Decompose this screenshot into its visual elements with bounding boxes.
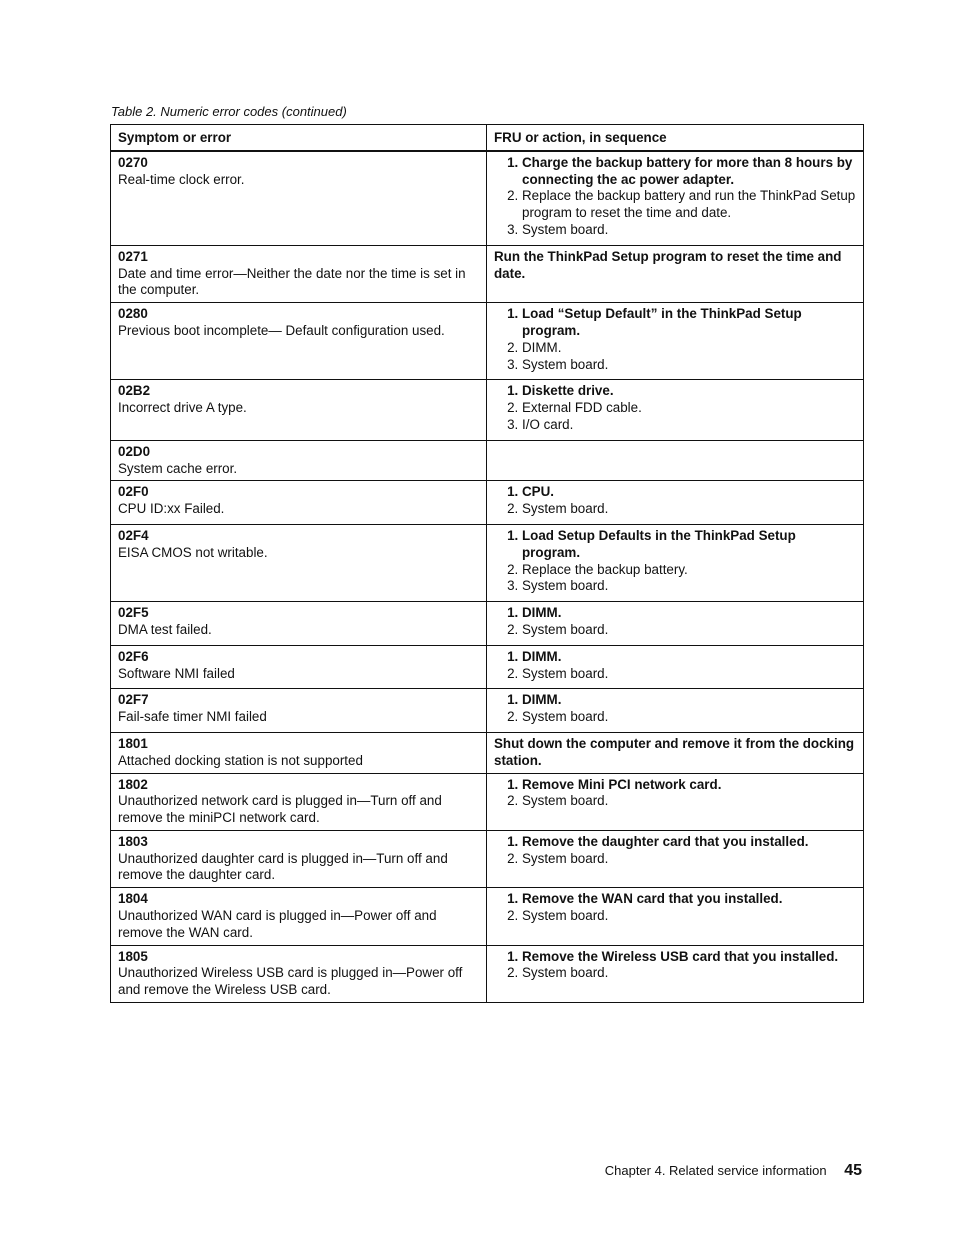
- action-step: 3. System board.: [522, 222, 856, 239]
- error-code: 1804: [118, 891, 148, 907]
- error-code: 02F5: [118, 605, 149, 621]
- action-cell: [487, 440, 864, 481]
- symptom-cell: [111, 945, 487, 1002]
- table-row: [111, 245, 864, 302]
- table-header-row: [111, 125, 864, 151]
- action-cell: [487, 830, 864, 887]
- action-steps-list: [494, 649, 856, 686]
- action-step: 2. System board.: [522, 709, 856, 726]
- action-cell: [487, 602, 864, 646]
- error-description: Real-time clock error.: [118, 171, 245, 187]
- table-row: [111, 645, 864, 689]
- table-row: [111, 830, 864, 887]
- symptom-cell: [111, 888, 487, 945]
- action-steps-list: [494, 891, 856, 928]
- action-step: 2. System board.: [522, 965, 856, 982]
- action-cell: [487, 945, 864, 1002]
- error-description: DMA test failed.: [118, 621, 212, 637]
- action-steps-list: [494, 383, 856, 436]
- action-cell: [487, 524, 864, 601]
- page-number: 45: [844, 1162, 862, 1179]
- action-cell: [487, 689, 864, 733]
- error-description: Unauthorized network card is plugged in—Turn off and remove the miniPCI network card.: [118, 793, 442, 826]
- action-text: Shut down the computer and remove it from the docking station.: [494, 735, 855, 768]
- error-description: Unauthorized Wireless USB card is plugged in—Power off and remove the Wireless USB card.: [118, 965, 463, 998]
- table-row: [111, 732, 864, 773]
- action-step: 2. External FDD cable.: [522, 400, 856, 417]
- action-cell: [487, 645, 864, 689]
- symptom-cell: [111, 602, 487, 646]
- action-cell: [487, 380, 864, 440]
- page-footer: [605, 1162, 862, 1180]
- error-code: 0280: [118, 306, 148, 322]
- action-steps-list: [494, 528, 856, 598]
- action-steps-list: [494, 834, 856, 871]
- action-steps-list: [494, 949, 856, 986]
- error-code: 1803: [118, 833, 148, 849]
- header-symptom: Symptom or error: [111, 125, 487, 151]
- action-step: 1. Charge the backup battery for more than 8 hours by connecting the ac power adapter.: [522, 155, 856, 189]
- table-row: [111, 945, 864, 1002]
- action-step: 2. Replace the backup battery.: [522, 562, 856, 579]
- action-step: 1. Remove the Wireless USB card that you installed.: [522, 949, 856, 966]
- table-row: [111, 440, 864, 481]
- symptom-cell: [111, 524, 487, 601]
- action-steps-list: [494, 306, 856, 376]
- symptom-cell: [111, 689, 487, 733]
- chapter-title: Chapter 4. Related service information: [604, 1163, 827, 1178]
- symptom-cell: [111, 773, 487, 830]
- error-code: 02B2: [118, 383, 151, 399]
- action-step: 3. System board.: [522, 578, 856, 595]
- symptom-cell: [111, 380, 487, 440]
- table-row: [111, 380, 864, 440]
- error-codes-table: [110, 124, 864, 1003]
- action-step: 1. DIMM.: [522, 605, 856, 622]
- action-step: 2. DIMM.: [522, 340, 856, 357]
- table-row: [111, 602, 864, 646]
- action-cell: [487, 481, 864, 525]
- action-step: 3. System board.: [522, 357, 856, 374]
- table-caption: Table 2. Numeric error codes (continued): [111, 104, 347, 119]
- action-cell: [487, 303, 864, 380]
- error-description: Date and time error—Neither the date nor the time is set in the computer.: [118, 265, 466, 298]
- action-step: 3. I/O card.: [522, 417, 856, 434]
- action-text: Run the ThinkPad Setup program to reset the time and date.: [494, 248, 842, 281]
- action-steps-list: [494, 692, 856, 729]
- action-step: 1. Remove the daughter card that you installed.: [522, 834, 856, 851]
- error-code: 02F6: [118, 648, 149, 664]
- error-code: 1805: [118, 948, 148, 964]
- table-body: [111, 151, 864, 1003]
- error-code: 02D0: [118, 443, 151, 459]
- error-description: Attached docking station is not supported: [118, 752, 363, 768]
- action-cell: [487, 732, 864, 773]
- symptom-cell: [111, 440, 487, 481]
- action-steps-list: [494, 155, 856, 242]
- action-step: 2. Replace the backup battery and run the ThinkPad Setup program to reset the time and date.: [522, 188, 856, 222]
- error-description: Fail-safe timer NMI failed: [118, 709, 267, 725]
- action-steps-list: [494, 605, 856, 642]
- symptom-cell: [111, 481, 487, 525]
- action-cell: [487, 245, 864, 302]
- error-description: EISA CMOS not writable.: [118, 544, 268, 560]
- action-step: 1. Remove Mini PCI network card.: [522, 777, 856, 794]
- action-step: 2. System board.: [522, 908, 856, 925]
- action-step: 1. CPU.: [522, 484, 856, 501]
- error-code: 02F4: [118, 527, 149, 543]
- action-step: 2. System board.: [522, 793, 856, 810]
- action-step: 1. Load “Setup Default” in the ThinkPad Setup program.: [522, 306, 856, 340]
- table-row: [111, 524, 864, 601]
- error-description: Unauthorized WAN card is plugged in—Power off and remove the WAN card.: [118, 908, 437, 940]
- table-row: [111, 773, 864, 830]
- action-step: 1. Diskette drive.: [522, 383, 856, 400]
- error-code: 1802: [118, 776, 148, 792]
- action-step: 2. System board.: [522, 622, 856, 639]
- error-description: Incorrect drive A type.: [118, 400, 247, 416]
- error-code: 0270: [118, 154, 148, 170]
- action-step: 1. Load Setup Defaults in the ThinkPad Setup program.: [522, 528, 856, 562]
- action-cell: [487, 888, 864, 945]
- table-row: [111, 303, 864, 380]
- symptom-cell: [111, 732, 487, 773]
- table-row: [111, 151, 864, 245]
- symptom-cell: [111, 645, 487, 689]
- action-step: 2. System board.: [522, 851, 856, 868]
- error-description: Software NMI failed: [118, 665, 235, 681]
- action-step: 2. System board.: [522, 666, 856, 683]
- error-code: 02F0: [118, 484, 149, 500]
- symptom-cell: [111, 245, 487, 302]
- error-description: System cache error.: [118, 460, 238, 476]
- symptom-cell: [111, 151, 487, 245]
- symptom-cell: [111, 830, 487, 887]
- action-step: 1. DIMM.: [522, 692, 856, 709]
- symptom-cell: [111, 303, 487, 380]
- header-fru-action: FRU or action, in sequence: [487, 125, 864, 151]
- table-row: [111, 481, 864, 525]
- action-steps-list: [494, 777, 856, 814]
- table-row: [111, 888, 864, 945]
- error-code: 02F7: [118, 692, 149, 708]
- error-description: Previous boot incomplete— Default configuration used.: [118, 322, 445, 338]
- action-cell: [487, 773, 864, 830]
- error-code: 1801: [118, 735, 148, 751]
- error-description: CPU ID:xx Failed.: [118, 501, 225, 517]
- action-step: 1. DIMM.: [522, 649, 856, 666]
- action-step: 2. System board.: [522, 501, 856, 518]
- error-code: 0271: [118, 248, 148, 264]
- table-row: [111, 689, 864, 733]
- action-step: 1. Remove the WAN card that you installed.: [522, 891, 856, 908]
- action-steps-list: [494, 484, 856, 521]
- action-cell: [487, 151, 864, 245]
- error-description: Unauthorized daughter card is plugged in—Turn off and remove the daughter card.: [118, 850, 448, 883]
